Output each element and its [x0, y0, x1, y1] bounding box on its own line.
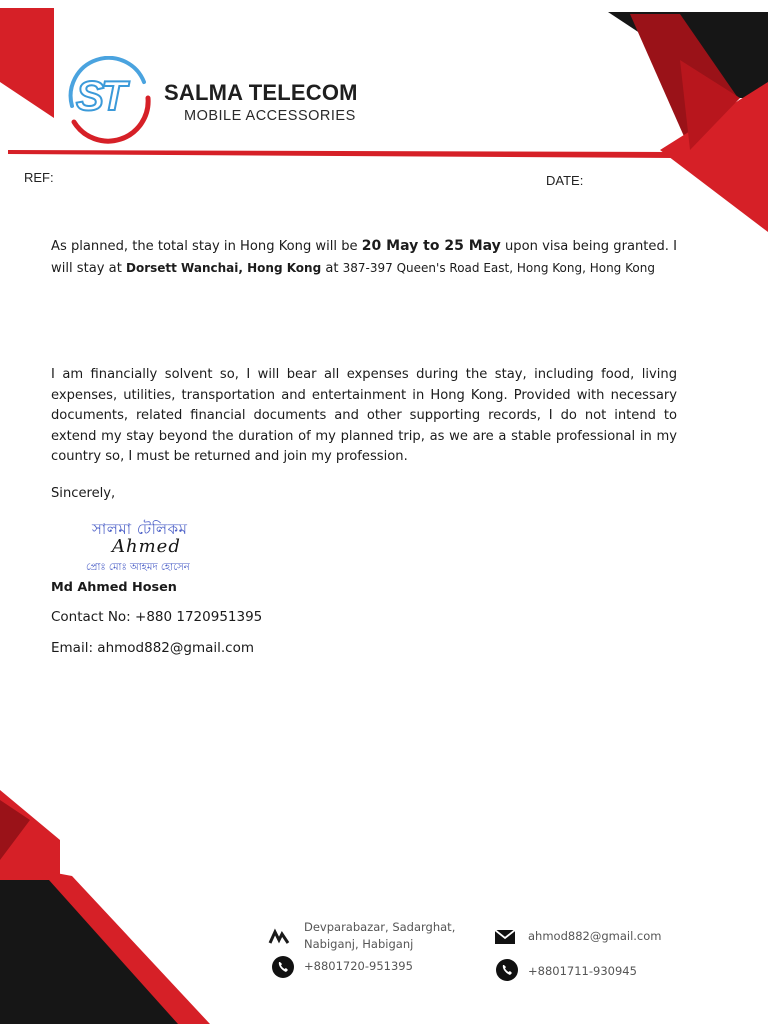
paragraph-travel-plan — [51, 236, 677, 279]
contact-number: Contact No: +880 1720951395 — [51, 609, 263, 625]
top-right-red-shape — [660, 82, 768, 232]
ref-label: REF: — [24, 170, 54, 185]
paragraph-1-text-c: at — [321, 260, 343, 276]
bottom-left-black-shape — [0, 880, 200, 1024]
logo-initials: ST — [76, 72, 124, 119]
contact-email: Email: ahmod882@gmail.com — [51, 640, 254, 656]
paragraph-1-text-b: upon visa being granted. I will stay at — [51, 239, 678, 276]
paragraph-1-text-a: As planned, the total stay in Hong Kong will be — [51, 239, 362, 254]
hotel-name: Dorsett Wanchai, Hong Kong — [126, 260, 322, 275]
top-left-corner-shape — [0, 8, 54, 118]
location-icon — [268, 926, 290, 948]
stamp-proprietor-bengali: প্রোঃ মোঃ আহমদ হোসেন — [86, 562, 190, 573]
travel-dates: 20 May to 25 May — [361, 238, 501, 254]
bottom-left-red-shape — [0, 790, 60, 950]
bottom-left-red-stripe — [40, 870, 210, 1024]
bottom-left-darkred-shape — [0, 800, 30, 860]
phone-icon — [272, 956, 294, 978]
top-right-darkred-shape — [630, 14, 738, 150]
stamp-company-bengali: সালমা টেলিকম — [92, 520, 188, 538]
company-tagline: MOBILE ACCESSORIES — [184, 108, 356, 124]
footer-phone-2: +8801711-930945 — [528, 964, 637, 978]
email-icon — [494, 926, 516, 948]
footer-phone-1: +8801720-951395 — [304, 959, 413, 973]
footer-email: ahmod882@gmail.com — [528, 929, 662, 943]
company-name: SALMA TELECOM — [164, 80, 358, 105]
header-underline — [8, 150, 672, 158]
phone-icon-2 — [496, 959, 518, 981]
top-right-black-shape — [608, 12, 768, 98]
signer-name: Md Ahmed Hosen — [51, 580, 177, 595]
paragraph-financial-statement: I am financially solvent so, I will bear all expenses during the stay, including food, living expenses, utilities, transportation and entertainment in Hong Kong. Provided with necessary documents, related financial documents and other supporting records, I do not intend to extend my stay beyond the duration of my planned trip, as we are a stable professional in my country so, I must be returned and join my profession. — [51, 367, 677, 464]
handwritten-signature: Ahmed — [112, 536, 181, 557]
footer-address-line-1: Devparabazar, Sadarghat, — [304, 920, 456, 934]
footer-address-line-2: Nabiganj, Habiganj — [304, 937, 414, 951]
hotel-address: 387-397 Queen's Road East, Hong Kong, Hong Kong — [342, 260, 655, 275]
salutation: Sincerely, — [51, 486, 116, 501]
top-right-red-shape-2 — [680, 60, 740, 150]
date-label: DATE: — [546, 173, 584, 188]
